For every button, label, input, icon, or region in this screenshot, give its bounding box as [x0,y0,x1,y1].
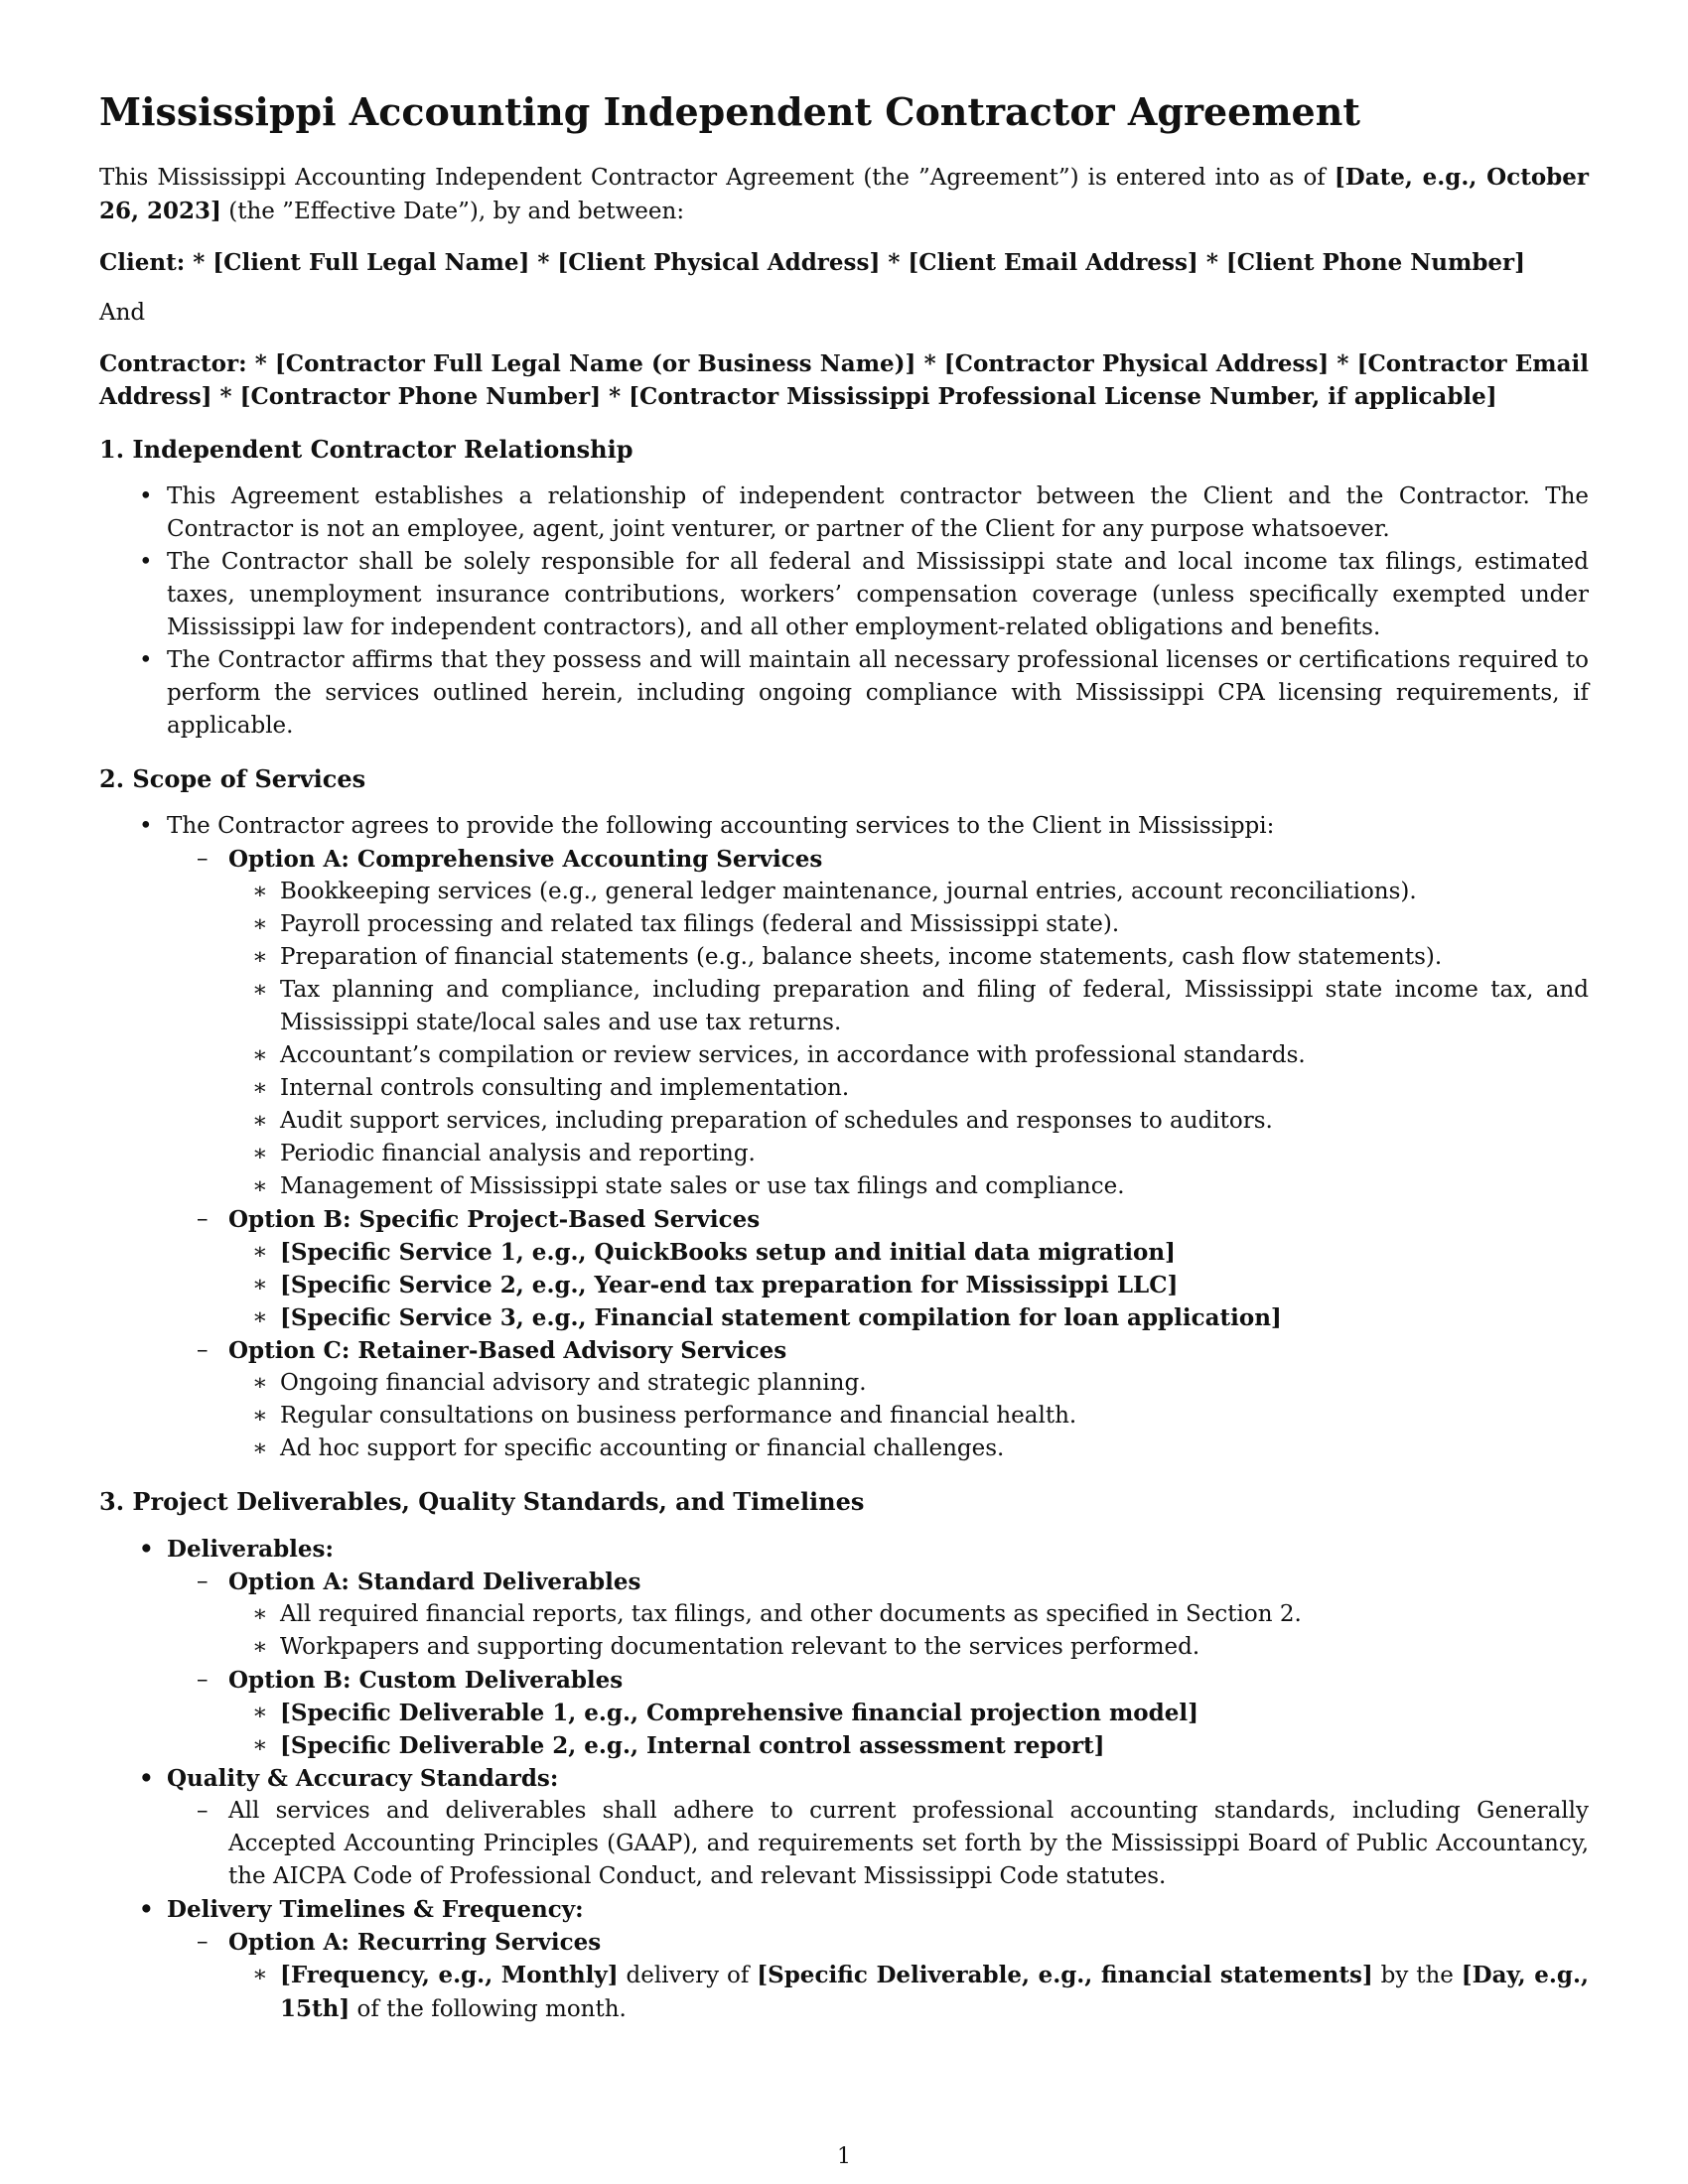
deliverables-option-b-list [228,1697,1589,1762]
quality-list [167,1795,1589,1893]
list-item: ∗ Accountant’s compilation or review services, in accordance with professional standards. [228,1039,1589,1072]
day-placeholder: [Day, e.g., 15th] [280,1962,1589,2022]
timelines-label: Delivery Timelines & Frequency: [167,1896,584,1923]
list-item: ∗ Management of Mississippi state sales or use tax filings and compliance. [228,1170,1589,1203]
quality-item [99,1762,1589,1893]
timelines-option-a-label: Option A: Recurring Services [228,1929,602,1956]
list-item: ∗ Ongoing financial advisory and strategic planning. [228,1367,1589,1400]
deliverables-option-a-list [228,1598,1589,1664]
list-item: ∗ Bookkeeping services (e.g., general ledger maintenance, journal entries, account reconciliations). [228,876,1589,908]
section-1-list [99,480,1589,743]
section-3-list [99,1533,1589,2026]
option-a [167,843,1589,1203]
intro-text-end: (the ”Effective Date”), by and between: [220,199,685,224]
list-item: • The Contractor shall be solely responsible for all federal and Mississippi state and local income tax filings, estimated taxes, unemployment insurance contributions, workers’ compensation coverage (unless specifically exempted under Mississippi law for independent contractors), and all other employment-related obligations and benefits. [99,546,1589,644]
quality-label: Quality & Accuracy Standards: [167,1765,559,1792]
deliverables-item [99,1533,1589,1762]
section-1-heading: 1. Independent Contractor Relationship [99,435,633,464]
list-item [99,810,1589,1465]
section-2-lead: The Contractor agrees to provide the following accounting services to the Client in Mississippi: [167,813,1275,839]
list-item: ∗ Preparation of financial statements (e.g., balance sheets, income statements, cash flow statements). [228,941,1589,974]
deliverable-options [167,1566,1589,1762]
document-page [99,87,1589,2042]
timelines-option-a [167,1926,1589,2026]
list-item: ∗ Regular consultations on business performance and financial health. [228,1400,1589,1433]
intro-paragraph [99,161,1589,228]
timeline-text: by the [1372,1963,1462,1988]
timeline-text: of the following month. [350,1996,627,2022]
deliverables-option-b [167,1664,1589,1762]
list-item: ∗ Periodic financial analysis and reporting. [228,1138,1589,1170]
list-item: ∗ [Specific Service 2, e.g., Year-end tax preparation for Mississippi LLC] [228,1269,1589,1301]
list-item: ∗ [Specific Deliverable 2, e.g., Internal control assessment report] [228,1729,1589,1762]
date-placeholder: [Date, e.g., October 26, 2023] [99,164,1589,224]
client-label: Client: [99,249,186,276]
deliverables-option-a-label: Option A: Standard Deliverables [228,1569,641,1595]
list-item: ∗ Workpapers and supporting documentation relevant to the services performed. [228,1631,1589,1664]
frequency-placeholder: [Frequency, e.g., Monthly] [280,1962,619,1988]
list-item: ∗ Ad hoc support for specific accounting or financial challenges. [228,1433,1589,1465]
option-c [167,1334,1589,1465]
client-block [99,246,1589,279]
section-2-list [99,810,1589,1465]
option-c-list [228,1367,1589,1465]
option-b-label: Option B: Specific Project-Based Services [228,1206,761,1233]
timelines-option-a-list [228,1959,1589,2026]
list-item: ∗ Tax planning and compliance, including preparation and filing of federal, Mississippi state income tax, and Mississippi state/local sales and use tax returns. [228,974,1589,1039]
deliverables-option-b-label: Option B: Custom Deliverables [228,1667,624,1694]
option-b [167,1203,1589,1334]
option-b-list [228,1236,1589,1334]
contractor-label: Contractor: [99,350,247,377]
list-item: ∗ Payroll processing and related tax filings (federal and Mississippi state). [228,908,1589,941]
client-fields: * [Client Full Legal Name] * [Client Physical Address] * [Client Email Address] * [Client Phone Number] [185,249,1526,276]
intro-text: This Mississippi Accounting Independent Contractor Agreement (the ”Agreement”) is entered into as of [99,165,1335,191]
list-item [228,1959,1589,2026]
document-title: Mississippi Accounting Independent Contractor Agreement [99,89,1360,134]
section-2-heading: 2. Scope of Services [99,764,366,793]
list-item: – All services and deliverables shall adhere to current professional accounting standards, including Generally Accepted Accounting Principles (GAAP), and requirements set forth by the Mississippi Board of Public Accountancy, the AICPA Code of Professional Conduct, and relevant Mississippi Code statutes. [167,1795,1589,1893]
list-item: • This Agreement establishes a relationship of independent contractor between the Client and the Contractor. The Contractor is not an employee, agent, joint venturer, or partner of the Client for any purpose whatsoever. [99,480,1589,546]
contractor-fields: * [Contractor Full Legal Name (or Business Name)] * [Contractor Physical Address] * [Contractor Email Address] * [Contractor Phone Number] * [Contractor Mississippi Professional License Number, if applicable] [99,350,1589,410]
page-number: 1 [837,2144,851,2169]
list-item: ∗ [Specific Service 3, e.g., Financial statement compilation for loan application] [228,1301,1589,1334]
deliverables-label: Deliverables: [167,1536,334,1563]
list-item: ∗ [Specific Service 1, e.g., QuickBooks setup and initial data migration] [228,1236,1589,1269]
section-3-heading: 3. Project Deliverables, Quality Standards, and Timelines [99,1487,865,1516]
deliverables-option-a [167,1566,1589,1664]
option-a-list [228,876,1589,1203]
list-item: ∗ All required financial reports, tax filings, and other documents as specified in Section 2. [228,1598,1589,1631]
option-c-label: Option C: Retainer-Based Advisory Services [228,1337,787,1364]
and-text: And [99,300,146,326]
service-options [167,843,1589,1465]
deliverable-placeholder: [Specific Deliverable, e.g., financial statements] [757,1962,1373,1988]
timelines-item [99,1893,1589,2026]
timeline-text: delivery of [618,1963,758,1988]
contractor-block [99,347,1589,413]
list-item: ∗ Internal controls consulting and implementation. [228,1072,1589,1105]
list-item: ∗ Audit support services, including preparation of schedules and responses to auditors. [228,1105,1589,1138]
timelines-options [167,1926,1589,2026]
list-item: • The Contractor affirms that they possess and will maintain all necessary professional licenses or certifications required to perform the services outlined herein, including ongoing compliance with Mississippi CPA licensing requirements, if applicable. [99,644,1589,743]
list-item: ∗ [Specific Deliverable 1, e.g., Comprehensive financial projection model] [228,1697,1589,1729]
option-a-label: Option A: Comprehensive Accounting Services [228,846,823,873]
